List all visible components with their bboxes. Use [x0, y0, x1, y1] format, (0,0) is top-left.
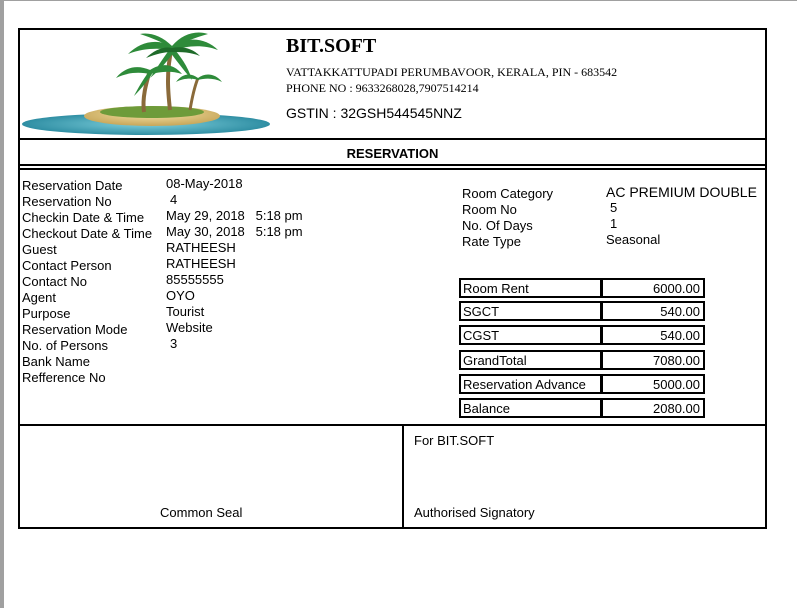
company-name: BIT.SOFT: [286, 35, 377, 57]
divider-footer-top: [18, 424, 767, 426]
window-edge-top: [0, 0, 797, 1]
amount-value-box: [600, 374, 705, 394]
value-contact-person: RATHEESH: [166, 256, 236, 271]
company-address: VATTAKKATTUPADI PERUMBAVOOR, KERALA, PIN - 683542: [286, 65, 618, 79]
label-refference-no: Refference No: [22, 370, 106, 385]
value-checkout: May 30, 2018 5:18 pm: [166, 224, 303, 239]
label-purpose: Purpose: [22, 306, 71, 321]
amount-label-balance: Balance: [463, 401, 510, 416]
label-contact-no: Contact No: [22, 274, 88, 289]
amount-label-sgct: SGCT: [463, 304, 500, 319]
amount-label-box: [459, 301, 603, 321]
amount-label-box: [459, 374, 603, 394]
amount-label-cgst: CGST: [463, 328, 500, 343]
label-contact-person: Contact Person: [22, 258, 112, 273]
company-phone: PHONE NO : 9633268028,7907514214: [286, 81, 479, 95]
value-no-of-persons: 3: [170, 336, 178, 351]
amount-value-box: [600, 301, 705, 321]
amount-label-box: [459, 325, 603, 345]
amount-value-cgst: 540.00: [660, 328, 700, 343]
amount-value-box: [600, 325, 705, 345]
amount-value-box: [600, 398, 705, 418]
palm-island-icon: [22, 32, 272, 136]
amount-value-balance: 2080.00: [653, 401, 700, 416]
amount-label-box: [459, 398, 603, 418]
label-bank-name: Bank Name: [22, 354, 90, 369]
label-rate-type: Rate Type: [462, 234, 522, 249]
label-reservation-mode: Reservation Mode: [22, 322, 128, 337]
value-room-category: AC PREMIUM DOUBLE: [606, 184, 757, 200]
label-agent: Agent: [22, 290, 56, 305]
label-guest: Guest: [22, 242, 57, 257]
value-purpose: Tourist: [166, 304, 205, 319]
for-company-label: For BIT.SOFT: [414, 433, 495, 448]
authorised-signatory-label: Authorised Signatory: [414, 505, 535, 520]
divider-footer-middle: [402, 424, 404, 528]
company-gstin: GSTIN : 32GSH544545NNZ: [286, 105, 462, 121]
divider-title-bottom-double: [18, 168, 767, 170]
common-seal-label: Common Seal: [160, 505, 243, 520]
label-checkin: Checkin Date & Time: [22, 210, 145, 225]
value-rate-type: Seasonal: [606, 232, 661, 247]
label-reservation-date: Reservation Date: [22, 178, 123, 193]
amount-value-box: [600, 278, 705, 298]
value-room-no: 5: [610, 200, 618, 215]
label-no-of-days: No. Of Days: [462, 218, 533, 233]
value-reservation-no: 4: [170, 192, 178, 207]
amount-label-grand-total: GrandTotal: [463, 353, 527, 368]
divider-header-bottom: [18, 138, 767, 140]
label-checkout: Checkout Date & Time: [22, 226, 153, 241]
value-reservation-mode: Website: [166, 320, 213, 335]
value-guest: RATHEESH: [166, 240, 236, 255]
value-no-of-days: 1: [610, 216, 618, 231]
divider-title-bottom: [18, 164, 767, 166]
amount-value-reservation-advance: 5000.00: [653, 377, 700, 392]
value-checkin: May 29, 2018 5:18 pm: [166, 208, 303, 223]
amount-value-room-rent: 6000.00: [653, 281, 700, 296]
label-room-category: Room Category: [462, 186, 554, 201]
value-contact-no: 85555555: [166, 272, 224, 287]
label-no-of-persons: No. of Persons: [22, 338, 108, 353]
document-title: RESERVATION: [346, 146, 439, 161]
amount-value-sgct: 540.00: [660, 304, 700, 319]
amount-label-box: [459, 350, 603, 370]
window-edge-left: [0, 0, 4, 608]
value-agent: OYO: [166, 288, 195, 303]
value-reservation-date: 08-May-2018: [166, 176, 243, 191]
amount-label-reservation-advance: Reservation Advance: [463, 377, 586, 392]
label-reservation-no: Reservation No: [22, 194, 112, 209]
amount-value-grand-total: 7080.00: [653, 353, 700, 368]
amount-label-box: [459, 278, 603, 298]
amount-value-box: [600, 350, 705, 370]
amount-label-room-rent: Room Rent: [463, 281, 529, 296]
label-room-no: Room No: [462, 202, 517, 217]
